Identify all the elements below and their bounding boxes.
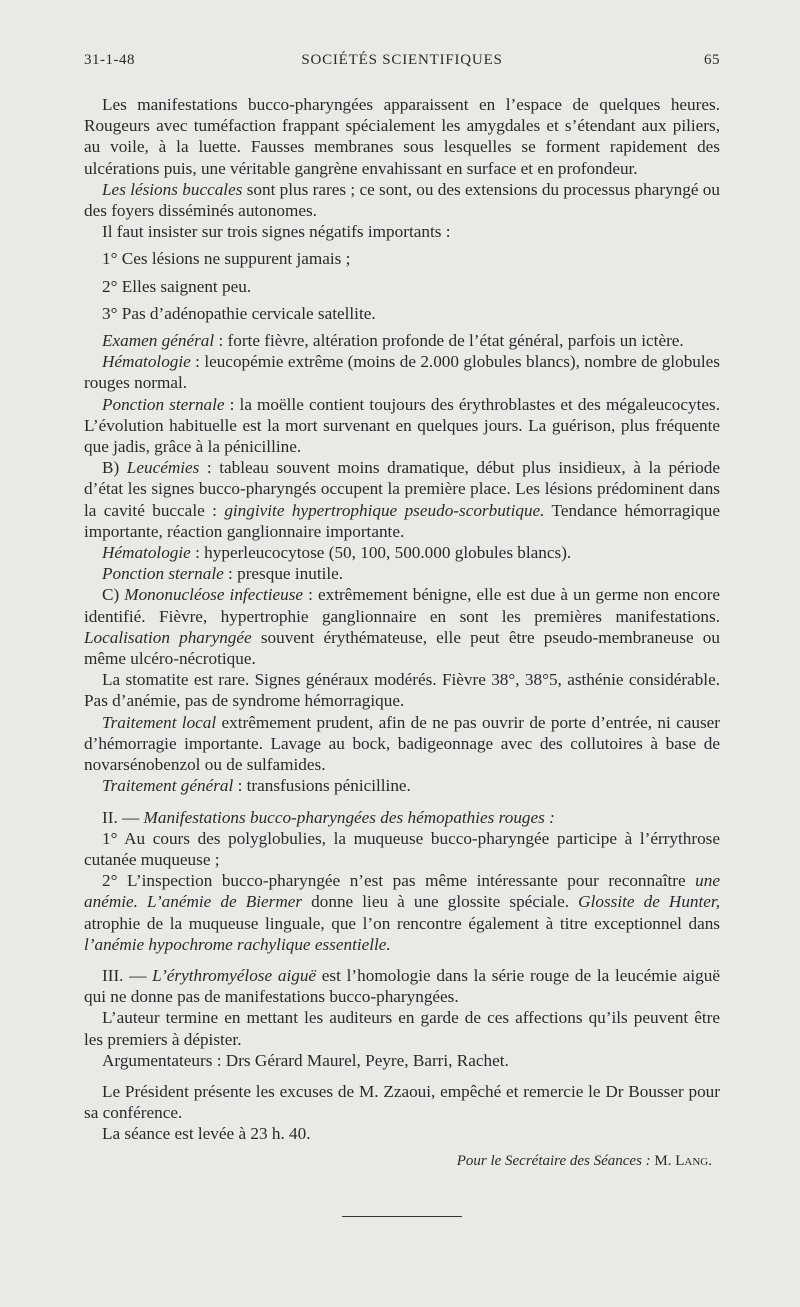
list-prefix: C): [102, 585, 125, 605]
paragraph-text: donne lieu à une glossite spéciale.: [302, 892, 579, 912]
paragraph-text: est l’homologie dans la série rouge de la leucémie aiguë qui ne donne pas de manifestations bucco-pharyngées.: [84, 965, 720, 1007]
article-body: [84, 94, 720, 1145]
list-prefix: B): [102, 458, 127, 478]
section-heading: [84, 807, 720, 828]
italic-lead: Traitement général: [102, 776, 234, 796]
section-number: III. —: [102, 965, 153, 985]
paragraph-text: : extrêmement bénigne, elle est due à un germe non encore identifié. Fièvre, hypertrophie ganglionnaire en sont les premières manifestations.: [84, 585, 721, 626]
section-heading: [84, 965, 720, 1007]
paragraph: Le Président présente les excuses de M. Zzaoui, empêché et remercie le Dr Bousser pour sa conférence.: [84, 1081, 720, 1123]
paragraph: [84, 563, 720, 584]
paragraph: Il faut insister sur trois signes négatifs importants :: [102, 222, 451, 242]
paragraph-text: : forte fièvre, altération profonde de l’état général, parfois un ictère.: [214, 331, 684, 351]
paragraph: Les manifestations bucco-pharyngées apparaissent en l’espace de quelques heures. Rougeurs avec tuméfaction frappant spécialement les amygdales et s’étendant aux piliers, au voile, à la luette. Fausses membranes sous lesquelles se forment rapidement des ulcérations puis, une véritable gangrène envahissant en surface et en profondeur.: [84, 95, 720, 178]
section-title: Manifestations bucco-pharyngées des hémopathies rouges :: [143, 807, 555, 827]
paragraph: [84, 330, 720, 351]
signature-name: M. Lang.: [654, 1152, 712, 1169]
italic-lead: Les lésions buccales: [102, 179, 243, 199]
paragraph-text: Tendance hémorragique importante, réaction ganglionnaire importante.: [84, 500, 721, 541]
paragraph-text: : presque inutile.: [223, 564, 344, 584]
italic-phrase: Glossite de Hunter,: [578, 892, 720, 912]
italic-lead: Mononucléose infectieuse: [124, 585, 304, 605]
italic-lead: Examen général: [102, 331, 215, 351]
italic-lead: Hématologie: [102, 352, 191, 372]
list-item: 1° Ces lésions ne suppurent jamais ;: [102, 249, 351, 269]
italic-phrase: une anémie. L’anémie de Biermer: [84, 871, 720, 912]
paragraph: [84, 542, 720, 563]
paragraph: [84, 584, 720, 669]
paragraph: L’auteur termine en mettant les auditeurs en garde de ces affections qu’ils peuvent être les premiers à dépister.: [84, 1008, 720, 1049]
page-number: 65: [704, 52, 720, 68]
paragraph: Argumentateurs : Drs Gérard Maurel, Peyre, Barri, Rachet.: [102, 1050, 509, 1070]
paragraph-text: extrêmement prudent, afin de ne pas ouvrir de porte d’entrée, ni causer d’hémorragie importante. Lavage au bock, badigeonnage avec des collutoires à base de novarsénobenzol ou de sulfamides.: [84, 712, 720, 775]
paragraph-text: souvent érythémateuse, elle peut être pseudo-membraneuse ou même ulcéro-nécrotique.: [84, 627, 720, 669]
journal-section-title: SOCIÉTÉS SCIENTIFIQUES: [301, 52, 503, 68]
paragraph-text: : tableau souvent moins dramatique, début plus insidieux, à la période d’état les signes bucco-pharyngés occupent la première place. Les lésions prédominent dans la cavité buccale :: [84, 458, 721, 520]
paragraph: [84, 870, 720, 955]
paragraph: [84, 351, 720, 393]
italic-phrase: Localisation pharyngée: [84, 627, 252, 647]
paragraph: 1° Au cours des polyglobulies, la muqueuse bucco-pharyngée participe à l’érrythrose cutanée muqueuse ;: [84, 828, 720, 869]
paragraph-text: sont plus rares ; ce sont, ou des extensions du processus pharyngé ou des foyers disséminés autonomes.: [84, 179, 720, 221]
italic-lead: Ponction sternale: [102, 394, 225, 414]
signature-prefix: Pour le Secrétaire des Séances :: [456, 1152, 655, 1169]
paragraph: [84, 394, 720, 458]
italic-lead: Ponction sternale: [102, 564, 224, 584]
end-rule: [342, 1216, 462, 1217]
section-title: L’érythromyélose aiguë: [152, 965, 317, 985]
paragraph: [84, 457, 720, 542]
paragraph: La stomatite est rare. Signes généraux modérés. Fièvre 38°, 38°5, asthénie considérable. Pas d’anémie, pas de syndrome hémorragique.: [84, 670, 720, 711]
signature-line: [84, 1153, 720, 1170]
paragraph: La séance est levée à 23 h. 40.: [102, 1124, 311, 1144]
italic-lead: Hématologie: [102, 543, 191, 563]
paragraph: [84, 775, 720, 796]
italic-lead: Traitement local: [102, 712, 217, 732]
paragraph-text: : leucopémie extrême (moins de 2.000 globules blancs), nombre de globules rouges normal.: [84, 352, 720, 393]
paragraph-text: : hyperleucocytose (50, 100, 500.000 globules blancs).: [190, 543, 572, 563]
list-item: 3° Pas d’adénopathie cervicale satellite.: [102, 303, 376, 323]
running-head: [84, 52, 720, 76]
paragraph-text: : transfusions pénicilline.: [233, 776, 411, 796]
paragraph-text: atrophie de la muqueuse linguale, que l’on rencontre également à titre exceptionnel dans: [84, 913, 720, 933]
section-number: II. —: [102, 807, 144, 827]
list-item: 2° Elles saignent peu.: [102, 276, 252, 296]
paragraph: [84, 179, 720, 221]
italic-lead: Leucémies: [126, 458, 200, 478]
paragraph: [84, 712, 720, 776]
italic-phrase: l’anémie hypochrome rachylique essentielle.: [84, 934, 391, 954]
paragraph-text: : la moëlle contient toujours des érythroblastes et des mégaleucocytes. L’évolution habituelle est la mort survenant en quelques jours. La guérison, plus fréquente que jadis, grâce à la pénicilline.: [84, 394, 720, 457]
issue-date: 31-1-48: [84, 52, 135, 68]
italic-phrase: gingivite hypertrophique pseudo-scorbutique.: [224, 500, 545, 520]
paragraph-text: 2° L’inspection bucco-pharyngée n’est pas même intéressante pour reconnaître: [102, 871, 696, 891]
